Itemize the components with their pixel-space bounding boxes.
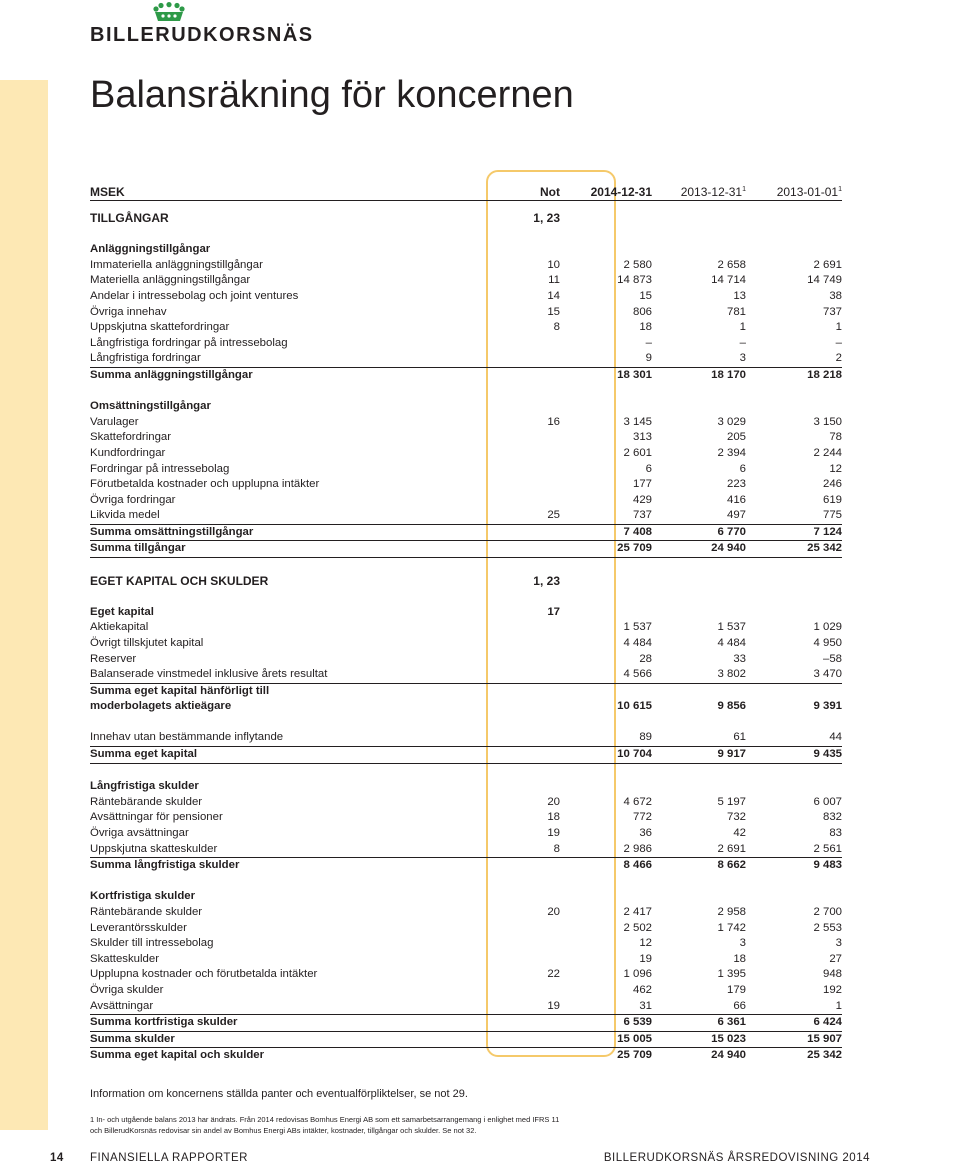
table-row bbox=[90, 620, 842, 636]
header-msek: MSEK bbox=[90, 185, 125, 199]
value-2013-end: 42 bbox=[733, 826, 746, 839]
value-2013-end: 13 bbox=[733, 289, 746, 302]
value-2013-end: 2 394 bbox=[717, 446, 746, 459]
table-row bbox=[90, 905, 842, 921]
value-2013-end: – bbox=[739, 336, 746, 349]
value-2013-end: 24 940 bbox=[711, 1049, 746, 1062]
row-label: Balanserade vinstmedel inklusive årets resultat bbox=[90, 668, 328, 681]
value-2013-end: 61 bbox=[733, 731, 746, 744]
value-2014: 25 709 bbox=[617, 542, 652, 555]
value-2013-end: 6 770 bbox=[717, 525, 746, 538]
value-2013-end: 781 bbox=[726, 305, 746, 318]
row-note: 19 bbox=[547, 826, 560, 839]
table-row bbox=[90, 684, 842, 715]
value-2013-end: 6 361 bbox=[717, 1016, 746, 1029]
table-row bbox=[90, 1015, 842, 1032]
value-2013-end: 4 484 bbox=[717, 637, 746, 650]
value-2014: 7 408 bbox=[623, 525, 652, 538]
value-2013-start: 246 bbox=[822, 478, 842, 491]
table-row bbox=[90, 242, 842, 258]
value-2013-start: 2 244 bbox=[813, 446, 842, 459]
row-note: 1, 23 bbox=[533, 573, 560, 588]
table-row bbox=[90, 952, 842, 968]
value-2013-start: – bbox=[835, 336, 842, 349]
value-2014: 19 bbox=[639, 952, 652, 965]
value-2014: 462 bbox=[632, 983, 652, 996]
value-2013-start: 14 749 bbox=[807, 274, 842, 287]
value-2013-end: 9 856 bbox=[717, 699, 746, 712]
table-header bbox=[90, 182, 842, 202]
footer-section: FINANSIELLA RAPPORTER bbox=[90, 1152, 248, 1164]
value-2013-end: 497 bbox=[726, 509, 746, 522]
row-label: Reserver bbox=[90, 652, 137, 665]
row-label: Varulager bbox=[90, 415, 139, 428]
value-2013-start: 4 950 bbox=[813, 637, 842, 650]
header-2014: 2014-12-31 bbox=[590, 185, 652, 199]
value-2013-end: 3 bbox=[739, 937, 746, 950]
header-rule bbox=[90, 200, 842, 201]
value-2014: 1 537 bbox=[623, 621, 652, 634]
table-row bbox=[90, 842, 842, 859]
value-2013-end: 205 bbox=[726, 431, 746, 444]
value-2013-start: 3 bbox=[835, 937, 842, 950]
value-2013-end: 732 bbox=[726, 811, 746, 824]
brand-wordmark: BILLERUDKORSNÄS bbox=[90, 24, 314, 46]
company-logo bbox=[90, 2, 314, 46]
value-2013-start: –58 bbox=[822, 652, 842, 665]
row-note: 8 bbox=[553, 321, 560, 334]
value-2013-end: 6 bbox=[739, 462, 746, 475]
value-2014: 9 bbox=[645, 352, 652, 365]
row-label: Upplupna kostnader och förutbetalda intäkter bbox=[90, 968, 318, 981]
table-row bbox=[90, 779, 842, 795]
value-2013-end: 1 742 bbox=[717, 921, 746, 934]
row-label: Förutbetalda kostnader och upplupna intäkter bbox=[90, 478, 320, 491]
table-row bbox=[90, 667, 842, 684]
row-note: 22 bbox=[547, 968, 560, 981]
value-2014: 2 417 bbox=[623, 905, 652, 918]
value-2013-start: 6 007 bbox=[813, 795, 842, 808]
value-2014: 31 bbox=[639, 999, 652, 1012]
row-note: 15 bbox=[547, 305, 560, 318]
value-2014: 6 bbox=[645, 462, 652, 475]
value-2013-end: 1 537 bbox=[717, 621, 746, 634]
value-2013-end: 5 197 bbox=[717, 795, 746, 808]
table-row bbox=[90, 273, 842, 289]
row-note: 19 bbox=[547, 999, 560, 1012]
value-2013-start: 25 342 bbox=[807, 542, 842, 555]
value-2014: 4 566 bbox=[623, 668, 652, 681]
value-2013-start: 1 029 bbox=[813, 621, 842, 634]
table-row bbox=[90, 983, 842, 999]
row-label: Långfristiga skulder bbox=[90, 780, 199, 793]
value-2013-start: 2 bbox=[835, 352, 842, 365]
table-row bbox=[90, 810, 842, 826]
value-2013-start: 44 bbox=[829, 731, 842, 744]
table-row bbox=[90, 795, 842, 811]
pledges-note: Information om koncernens ställda panter och eventualförpliktelser, se not 29. bbox=[90, 1088, 468, 1100]
value-2013-end: 18 170 bbox=[711, 368, 746, 381]
value-2013-end: 2 691 bbox=[717, 842, 746, 855]
table-row bbox=[90, 652, 842, 668]
value-2013-start: 9 435 bbox=[813, 748, 842, 760]
header-2013-end: $2013-12-31^1$ bbox=[680, 185, 746, 199]
value-2014: 10 704 bbox=[617, 748, 652, 760]
table-row bbox=[90, 921, 842, 937]
table-row bbox=[90, 999, 842, 1016]
value-2013-end: 24 940 bbox=[711, 542, 746, 555]
row-label: Immateriella anläggningstillgångar bbox=[90, 258, 263, 271]
row-label: Innehav utan bestämmande inflytande bbox=[90, 731, 284, 744]
row-note: 11 bbox=[548, 274, 560, 287]
table-row bbox=[90, 1032, 842, 1049]
table-row bbox=[90, 446, 842, 462]
table-row bbox=[90, 462, 842, 478]
row-label: Långfristiga fordringar bbox=[90, 352, 201, 365]
value-2014: 14 873 bbox=[617, 274, 652, 287]
value-2013-start: 18 218 bbox=[807, 368, 842, 381]
header-not: Not bbox=[540, 185, 560, 199]
table-row bbox=[90, 525, 842, 542]
value-2013-end: 3 bbox=[739, 352, 746, 365]
row-label: Avsättningar bbox=[90, 999, 154, 1012]
value-2014: 772 bbox=[632, 811, 652, 824]
table-row bbox=[90, 211, 842, 227]
value-2013-start: 2 561 bbox=[813, 842, 842, 855]
row-label: Fordringar på intressebolag bbox=[90, 462, 230, 475]
table-row bbox=[90, 1048, 842, 1064]
row-label: Omsättningstillgångar bbox=[90, 400, 211, 413]
value-2013-end: 14 714 bbox=[711, 274, 746, 287]
value-2013-start: 2 553 bbox=[813, 921, 842, 934]
value-2014: 2 502 bbox=[623, 921, 652, 934]
table-row bbox=[90, 430, 842, 446]
table-row bbox=[90, 858, 842, 874]
value-2013-start: 78 bbox=[829, 431, 842, 444]
row-note: 16 bbox=[547, 415, 560, 428]
table-row bbox=[90, 289, 842, 305]
page-title: Balansräkning för koncernen bbox=[90, 74, 574, 116]
crown-icon bbox=[152, 2, 186, 22]
table-row bbox=[90, 336, 842, 352]
row-label: Kundfordringar bbox=[90, 446, 166, 459]
value-2014: 313 bbox=[632, 431, 652, 444]
value-2013-end: 223 bbox=[726, 478, 746, 491]
value-2014: 8 466 bbox=[623, 859, 652, 872]
table-row bbox=[90, 477, 842, 493]
value-2014: 429 bbox=[632, 493, 652, 506]
value-2014: 10 615 bbox=[617, 699, 652, 712]
row-label: TILLGÅNGAR bbox=[90, 211, 169, 225]
row-label: Summa omsättningstillgångar bbox=[90, 525, 254, 538]
value-2013-start: 619 bbox=[822, 493, 842, 506]
value-2013-end: 3 802 bbox=[717, 668, 746, 681]
value-2013-end: 2 958 bbox=[717, 905, 746, 918]
row-label: Uppskjutna skattefordringar bbox=[90, 321, 230, 334]
value-2014: 6 539 bbox=[623, 1016, 652, 1029]
value-2014: 2 986 bbox=[623, 842, 652, 855]
footnote-line-2: och BillerudKorsnäs redovisar sin andel av Bomhus Energi ABs intäkter, kostnader, tillgångar och skulder. Se not 32. bbox=[90, 1126, 477, 1135]
value-2013-end: 9 917 bbox=[717, 748, 746, 760]
row-note: 17 bbox=[547, 605, 560, 618]
row-label: Materiella anläggningstillgångar bbox=[90, 274, 251, 287]
table-row bbox=[90, 508, 842, 525]
row-note: 18 bbox=[547, 811, 560, 824]
value-2013-end: 179 bbox=[726, 983, 746, 996]
value-2014: 15 005 bbox=[617, 1032, 652, 1045]
row-label: EGET KAPITAL OCH SKULDER bbox=[90, 573, 269, 588]
value-2013-start: 2 700 bbox=[813, 905, 842, 918]
table-row bbox=[90, 967, 842, 983]
row-note: 20 bbox=[547, 905, 560, 918]
value-2014: 177 bbox=[632, 478, 652, 491]
value-2013-start: 2 691 bbox=[813, 258, 842, 271]
value-2013-start: 25 342 bbox=[807, 1049, 842, 1062]
row-label: Övriga skulder bbox=[90, 983, 164, 996]
value-2013-start: 38 bbox=[829, 289, 842, 302]
value-2014: 3 145 bbox=[623, 415, 652, 428]
table-row bbox=[90, 936, 842, 952]
row-label: Övriga innehav bbox=[90, 305, 167, 318]
value-2013-end: 18 bbox=[733, 952, 746, 965]
value-2013-start: 192 bbox=[822, 983, 842, 996]
footer-report-title: BILLERUDKORSNÄS ÅRSREDOVISNING 2014 bbox=[603, 1152, 870, 1164]
row-label: Skattefordringar bbox=[90, 431, 172, 444]
row-label: Aktiekapital bbox=[90, 621, 149, 634]
row-label: Summa eget kapital och skulder bbox=[90, 1049, 265, 1062]
row-note: 1, 23 bbox=[533, 211, 560, 225]
value-2014: 15 bbox=[639, 289, 652, 302]
row-label: Avsättningar för pensioner bbox=[90, 811, 223, 824]
row-label: Eget kapital bbox=[90, 605, 154, 618]
row-label: Långfristiga fordringar på intressebolag bbox=[90, 336, 288, 349]
row-label: Summa eget kapital hänförligt till moderbolagets aktieägare bbox=[90, 684, 270, 712]
value-2014: 806 bbox=[632, 305, 652, 318]
table-row bbox=[90, 574, 842, 590]
row-label: Likvida medel bbox=[90, 509, 160, 522]
value-2013-end: 3 029 bbox=[717, 415, 746, 428]
row-label: Skatteskulder bbox=[90, 952, 160, 965]
value-2013-start: 15 907 bbox=[807, 1032, 842, 1045]
value-2014: 25 709 bbox=[617, 1049, 652, 1062]
value-2013-start: 9 391 bbox=[813, 699, 842, 712]
row-label: Summa tillgångar bbox=[90, 542, 186, 555]
value-2014: 89 bbox=[639, 731, 652, 744]
table-row bbox=[90, 415, 842, 431]
row-label: Räntebärande skulder bbox=[90, 905, 203, 918]
row-note: 20 bbox=[547, 795, 560, 808]
value-2014: 28 bbox=[639, 652, 652, 665]
value-2013-end: 2 658 bbox=[717, 258, 746, 271]
value-2014: 4 484 bbox=[623, 637, 652, 650]
value-2013-start: 6 424 bbox=[813, 1016, 842, 1029]
table-row bbox=[90, 889, 842, 905]
value-2013-start: 3 150 bbox=[813, 415, 842, 428]
row-label: Skulder till intressebolag bbox=[90, 937, 214, 950]
value-2014: 18 301 bbox=[617, 368, 652, 381]
row-note: 14 bbox=[547, 289, 560, 302]
table-row bbox=[90, 399, 842, 415]
value-2013-start: 12 bbox=[829, 462, 842, 475]
table-row bbox=[90, 605, 842, 621]
row-label: Summa anläggningstillgångar bbox=[90, 368, 253, 381]
row-label: Räntebärande skulder bbox=[90, 795, 203, 808]
row-label: Uppskjutna skatteskulder bbox=[90, 842, 218, 855]
value-2013-start: 775 bbox=[822, 509, 842, 522]
table-row bbox=[90, 747, 842, 764]
table-row bbox=[90, 826, 842, 842]
row-label: Summa skulder bbox=[90, 1032, 175, 1045]
value-2013-start: 737 bbox=[822, 305, 842, 318]
value-2013-end: 8 662 bbox=[717, 859, 746, 872]
row-label: Andelar i intressebolag och joint ventures bbox=[90, 289, 299, 302]
header-2013-start: $2013-01-01^1$ bbox=[776, 185, 842, 199]
value-2014: 737 bbox=[632, 509, 652, 522]
value-2014: 1 096 bbox=[623, 968, 652, 981]
value-2013-start: 27 bbox=[829, 952, 842, 965]
row-note: 8 bbox=[553, 842, 560, 855]
row-label: Övrigt tillskjutet kapital bbox=[90, 637, 204, 650]
value-2013-start: 832 bbox=[822, 811, 842, 824]
value-2013-start: 9 483 bbox=[813, 859, 842, 872]
row-label: Kortfristiga skulder bbox=[90, 890, 196, 903]
table-row bbox=[90, 541, 842, 558]
balance-sheet-table bbox=[90, 182, 842, 1064]
table-row bbox=[90, 368, 842, 384]
value-2013-end: 1 395 bbox=[717, 968, 746, 981]
table-row bbox=[90, 320, 842, 336]
value-2013-end: 416 bbox=[726, 493, 746, 506]
table-row bbox=[90, 258, 842, 274]
row-label: Summa eget kapital bbox=[90, 748, 197, 760]
value-2013-start: 3 470 bbox=[813, 668, 842, 681]
value-2014: 18 bbox=[639, 321, 652, 334]
value-2013-end: 15 023 bbox=[711, 1032, 746, 1045]
row-label: Övriga avsättningar bbox=[90, 826, 189, 839]
value-2013-start: 948 bbox=[822, 968, 842, 981]
value-2014: 2 601 bbox=[623, 446, 652, 459]
value-2014: 12 bbox=[639, 937, 652, 950]
value-2013-end: 33 bbox=[733, 652, 746, 665]
table-row bbox=[90, 493, 842, 509]
value-2014: – bbox=[645, 336, 652, 349]
value-2013-end: 66 bbox=[733, 999, 746, 1012]
value-2014: 2 580 bbox=[623, 258, 652, 271]
left-accent-bar bbox=[0, 80, 48, 1130]
row-label: Leverantörsskulder bbox=[90, 921, 187, 934]
value-2013-end: 1 bbox=[739, 321, 746, 334]
value-2013-start: 83 bbox=[829, 826, 842, 839]
table-row bbox=[90, 730, 842, 747]
value-2014: 36 bbox=[639, 826, 652, 839]
row-note: 25 bbox=[547, 509, 560, 522]
value-2013-start: 1 bbox=[835, 321, 842, 334]
row-label: Övriga fordringar bbox=[90, 493, 176, 506]
row-label: Summa kortfristiga skulder bbox=[90, 1016, 238, 1029]
value-2014: 4 672 bbox=[623, 795, 652, 808]
value-2013-start: 1 bbox=[835, 999, 842, 1012]
row-note: 10 bbox=[547, 258, 560, 271]
row-label: Anläggningstillgångar bbox=[90, 243, 211, 256]
table-row bbox=[90, 636, 842, 652]
page-number: 14 bbox=[50, 1152, 64, 1164]
table-row bbox=[90, 351, 842, 368]
row-label: Summa långfristiga skulder bbox=[90, 859, 240, 872]
footnote-line-1: 1 In- och utgående balans 2013 har ändrats. Från 2014 redovisas Bomhus Energi AB som ett samarbetsarrangemang i enlighet med IFRS 11 bbox=[90, 1115, 560, 1124]
table-row bbox=[90, 305, 842, 321]
value-2013-start: 7 124 bbox=[813, 525, 842, 538]
